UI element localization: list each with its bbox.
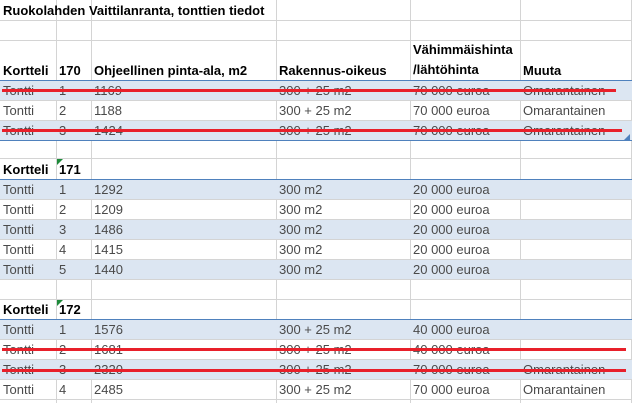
cell-plot-number[interactable]: 1 xyxy=(59,322,67,337)
cell-label[interactable]: Tontti xyxy=(3,182,35,197)
cell-price[interactable]: 40 000 euroa xyxy=(413,322,490,337)
header-other[interactable]: Muuta xyxy=(523,63,562,78)
cell-rights[interactable]: 300 m2 xyxy=(279,182,323,197)
cell-area[interactable]: 1486 xyxy=(94,222,123,237)
cell-rights[interactable]: 300 m2 xyxy=(279,202,323,217)
cell-note[interactable] xyxy=(520,200,631,219)
header-min-price-line2: /lähtöhinta xyxy=(413,62,479,77)
cell-label[interactable]: Tontti xyxy=(3,382,35,397)
header-kortteli[interactable]: Kortteli xyxy=(3,63,49,78)
cell-area[interactable]: 1415 xyxy=(94,242,123,257)
table-row xyxy=(0,380,632,400)
kortteli-number[interactable]: 172 xyxy=(59,302,81,317)
header-min-price[interactable] xyxy=(410,41,520,80)
cell-plot-number[interactable]: 4 xyxy=(59,242,67,257)
header-area[interactable]: Ohjeellinen pinta-ala, m2 xyxy=(94,63,248,78)
cell-price[interactable]: 20 000 euroa xyxy=(413,242,490,257)
cell-price[interactable]: 70 000 euroa xyxy=(413,103,490,118)
blank-row xyxy=(0,280,632,300)
table-row xyxy=(0,180,632,200)
strike-through-line xyxy=(2,369,626,372)
strike-through-line xyxy=(2,348,626,351)
kortteli-label[interactable]: Kortteli xyxy=(3,302,49,317)
cell-note[interactable]: Omarantainen xyxy=(523,382,606,397)
cell-note[interactable] xyxy=(520,220,631,239)
comment-indicator-icon xyxy=(57,300,63,306)
cell-label[interactable]: Tontti xyxy=(3,262,35,277)
cell-area[interactable]: 1292 xyxy=(94,182,123,197)
header-kortteli-number[interactable]: 170 xyxy=(59,63,81,78)
table-row xyxy=(0,101,632,121)
header-row xyxy=(0,41,632,81)
sheet-title[interactable]: Ruokolahden Vaittilanranta, tonttien tiedot xyxy=(3,2,265,18)
cell-rights[interactable]: 300 + 25 m2 xyxy=(279,103,352,118)
cell-rights[interactable]: 300 m2 xyxy=(279,222,323,237)
blank-row xyxy=(0,141,632,159)
table-row xyxy=(0,260,632,280)
cell-note[interactable]: Omarantainen xyxy=(523,103,606,118)
cell-note[interactable] xyxy=(520,320,631,339)
cell-area[interactable]: 1576 xyxy=(94,322,123,337)
cell-price[interactable]: 20 000 euroa xyxy=(413,262,490,277)
cell-label[interactable]: Tontti xyxy=(3,202,35,217)
blank-row xyxy=(0,21,632,41)
cell-area[interactable]: 2485 xyxy=(94,382,123,397)
table-resize-handle-icon[interactable] xyxy=(624,134,630,140)
cell-label[interactable]: Tontti xyxy=(3,242,35,257)
block-header-row xyxy=(0,300,632,320)
cell-area[interactable]: 1209 xyxy=(94,202,123,217)
strike-through-line xyxy=(2,129,622,132)
cell-plot-number[interactable]: 2 xyxy=(59,202,67,217)
cell-price[interactable]: 70 000 euroa xyxy=(413,382,490,397)
cell-price[interactable]: 20 000 euroa xyxy=(413,202,490,217)
cell-rights[interactable]: 300 m2 xyxy=(279,262,323,277)
cell-plot-number[interactable]: 4 xyxy=(59,382,67,397)
header-building-rights[interactable]: Rakennus-oikeus xyxy=(279,63,387,78)
cell-plot-number[interactable]: 3 xyxy=(59,222,67,237)
kortteli-label[interactable]: Kortteli xyxy=(3,162,49,177)
table-row xyxy=(0,200,632,220)
cell-area[interactable]: 1440 xyxy=(94,262,123,277)
table-row xyxy=(0,320,632,340)
cell-label[interactable]: Tontti xyxy=(3,222,35,237)
cell-note[interactable] xyxy=(520,240,631,259)
cell-note[interactable] xyxy=(520,180,631,199)
cell-rights[interactable]: 300 + 25 m2 xyxy=(279,322,352,337)
cell-label[interactable]: Tontti xyxy=(3,103,35,118)
table-row xyxy=(0,220,632,240)
header-min-price-line1: Vähimmäishinta xyxy=(413,42,513,57)
cell-plot-number[interactable]: 5 xyxy=(59,262,67,277)
comment-indicator-icon xyxy=(57,159,63,165)
table-row xyxy=(0,240,632,260)
cell-plot-number[interactable]: 2 xyxy=(59,103,67,118)
title-row xyxy=(0,0,632,21)
cell-price[interactable]: 20 000 euroa xyxy=(413,182,490,197)
cell-label[interactable]: Tontti xyxy=(3,322,35,337)
cell-plot-number[interactable]: 1 xyxy=(59,182,67,197)
cell-note[interactable] xyxy=(520,260,631,279)
cell-area[interactable]: 1188 xyxy=(94,103,122,118)
cell-rights[interactable]: 300 + 25 m2 xyxy=(279,382,352,397)
cell-rights[interactable]: 300 m2 xyxy=(279,242,323,257)
strike-through-line xyxy=(2,89,616,92)
kortteli-number[interactable]: 171 xyxy=(59,162,81,177)
cell-price[interactable]: 20 000 euroa xyxy=(413,222,490,237)
block-header-row xyxy=(0,159,632,180)
